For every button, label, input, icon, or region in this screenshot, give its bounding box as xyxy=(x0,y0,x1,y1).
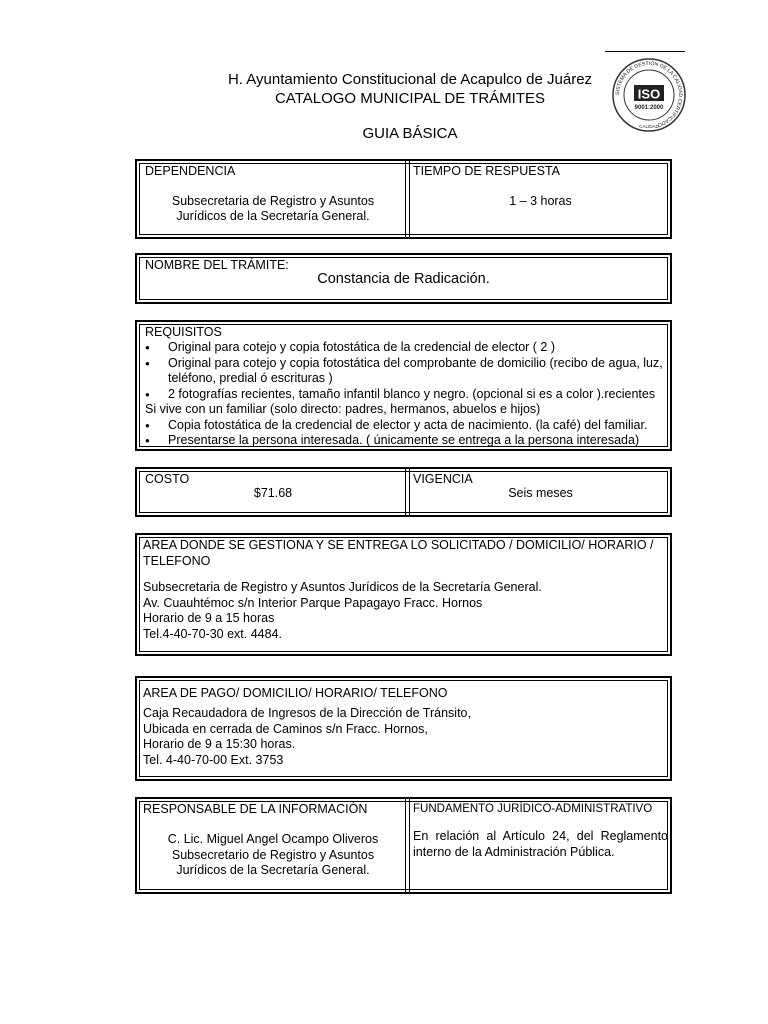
nombre-value: Constancia de Radicación. xyxy=(317,271,490,287)
costo-label: COSTO xyxy=(145,472,190,486)
iso-seal-icon xyxy=(610,56,688,134)
seal-ring-text: SISTEMA DE GESTIÓN DE LA CALIDAD CERTIFICADO xyxy=(614,60,684,128)
dependencia-value: Subsecretaria de Registro y Asuntos Jurídicos de la Secretaría General. xyxy=(171,194,375,223)
requisitos-list xyxy=(140,340,666,449)
guide-title: GUIA BÁSICA xyxy=(362,125,458,142)
responsable-box xyxy=(135,797,672,894)
list-item: ● Original para cotejo y copia fotostática de la credencial de elector ( 2 ) xyxy=(140,340,666,356)
area-gestion-box xyxy=(135,533,672,656)
list-item: ● Copia fotostática de la credencial de elector y acta de nacimiento. (la café) del familiar. xyxy=(140,418,666,434)
costo-box xyxy=(135,467,672,517)
area-gestion-label: AREA DONDE SE GESTIONA Y SE ENTREGA LO SOLICITADO / DOMICILIO/ HORARIO / TELEFONO xyxy=(143,538,654,568)
responsable-value: C. Lic. Miguel Angel Ocampo Oliveros Subsecretario de Registro y Asuntos Jurídicos de la Secretaría General. xyxy=(167,832,379,877)
area-gestion-details: Subsecretaria de Registro y Asuntos Jurídicos de la Secretaría General. Av. Cuauhtémoc s/n Interior Parque Papagayo Fracc. Hornos Horario de 9 a 15 horas Tel.4-40-70-30 ext. 4484. xyxy=(143,580,542,641)
responsable-label: RESPONSABLE DE LA INFORMACIÓN xyxy=(143,802,368,816)
catalog-title: CATALOGO MUNICIPAL DE TRÁMITES xyxy=(274,90,546,107)
tiempo-label: TIEMPO DE RESPUESTA xyxy=(413,164,561,178)
area-pago-label: AREA DE PAGO/ DOMICILIO/ HORARIO/ TELEFONO xyxy=(143,686,448,700)
area-pago-box xyxy=(135,676,672,781)
area-pago-details: Caja Recaudadora de Ingresos de la Dirección de Tránsito, Ubicada en cerrada de Caminos s/n Fracc. Hornos, Horario de 9 a 15:30 horas. Tel. 4-40-70-00 Ext. 3753 xyxy=(143,706,471,767)
tiempo-value: 1 – 3 horas xyxy=(509,194,572,208)
seal-badge: ISO xyxy=(637,86,661,102)
institution-title: H. Ayuntamiento Constitucional de Acapulco de Juárez xyxy=(227,71,593,88)
fundamento-label: FUNDAMENTO JURÍDICO-ADMINISTRATIVO xyxy=(413,803,653,815)
nombre-label: NOMBRE DEL TRÁMITE: xyxy=(145,258,289,272)
fundamento-value: En relación al Artículo 24, del Reglamento interno de la Administración Pública. xyxy=(413,829,668,859)
dependencia-box xyxy=(135,159,672,239)
requisitos-box xyxy=(135,320,672,451)
top-rule xyxy=(605,51,685,52)
requisitos-note: Si vive con un familiar (solo directo: padres, hermanos, abuelos e hijos) xyxy=(145,402,541,416)
requisitos-label: REQUISITOS xyxy=(145,325,222,339)
list-item: ● Presentarse la persona interesada. ( únicamente se entrega a la persona interesada) xyxy=(140,433,666,449)
seal-small: CALIDAD xyxy=(639,124,659,129)
vigencia-value: Seis meses xyxy=(508,486,573,500)
vigencia-label: VIGENCIA xyxy=(413,472,473,486)
costo-value: $71.68 xyxy=(253,486,293,500)
nombre-box xyxy=(135,253,672,304)
dependencia-label: DEPENDENCIA xyxy=(145,164,236,178)
list-item: ● 2 fotografías recientes, tamaño infantil blanco y negro. (opcional si es a color ).recientes xyxy=(140,387,666,403)
seal-cert: 9001:2000 xyxy=(634,105,664,111)
list-item: ● Original para cotejo y copia fotostática del comprobante de domicilio (recibo de agua, luz, teléfono, predial ó escrituras ) xyxy=(140,356,666,387)
